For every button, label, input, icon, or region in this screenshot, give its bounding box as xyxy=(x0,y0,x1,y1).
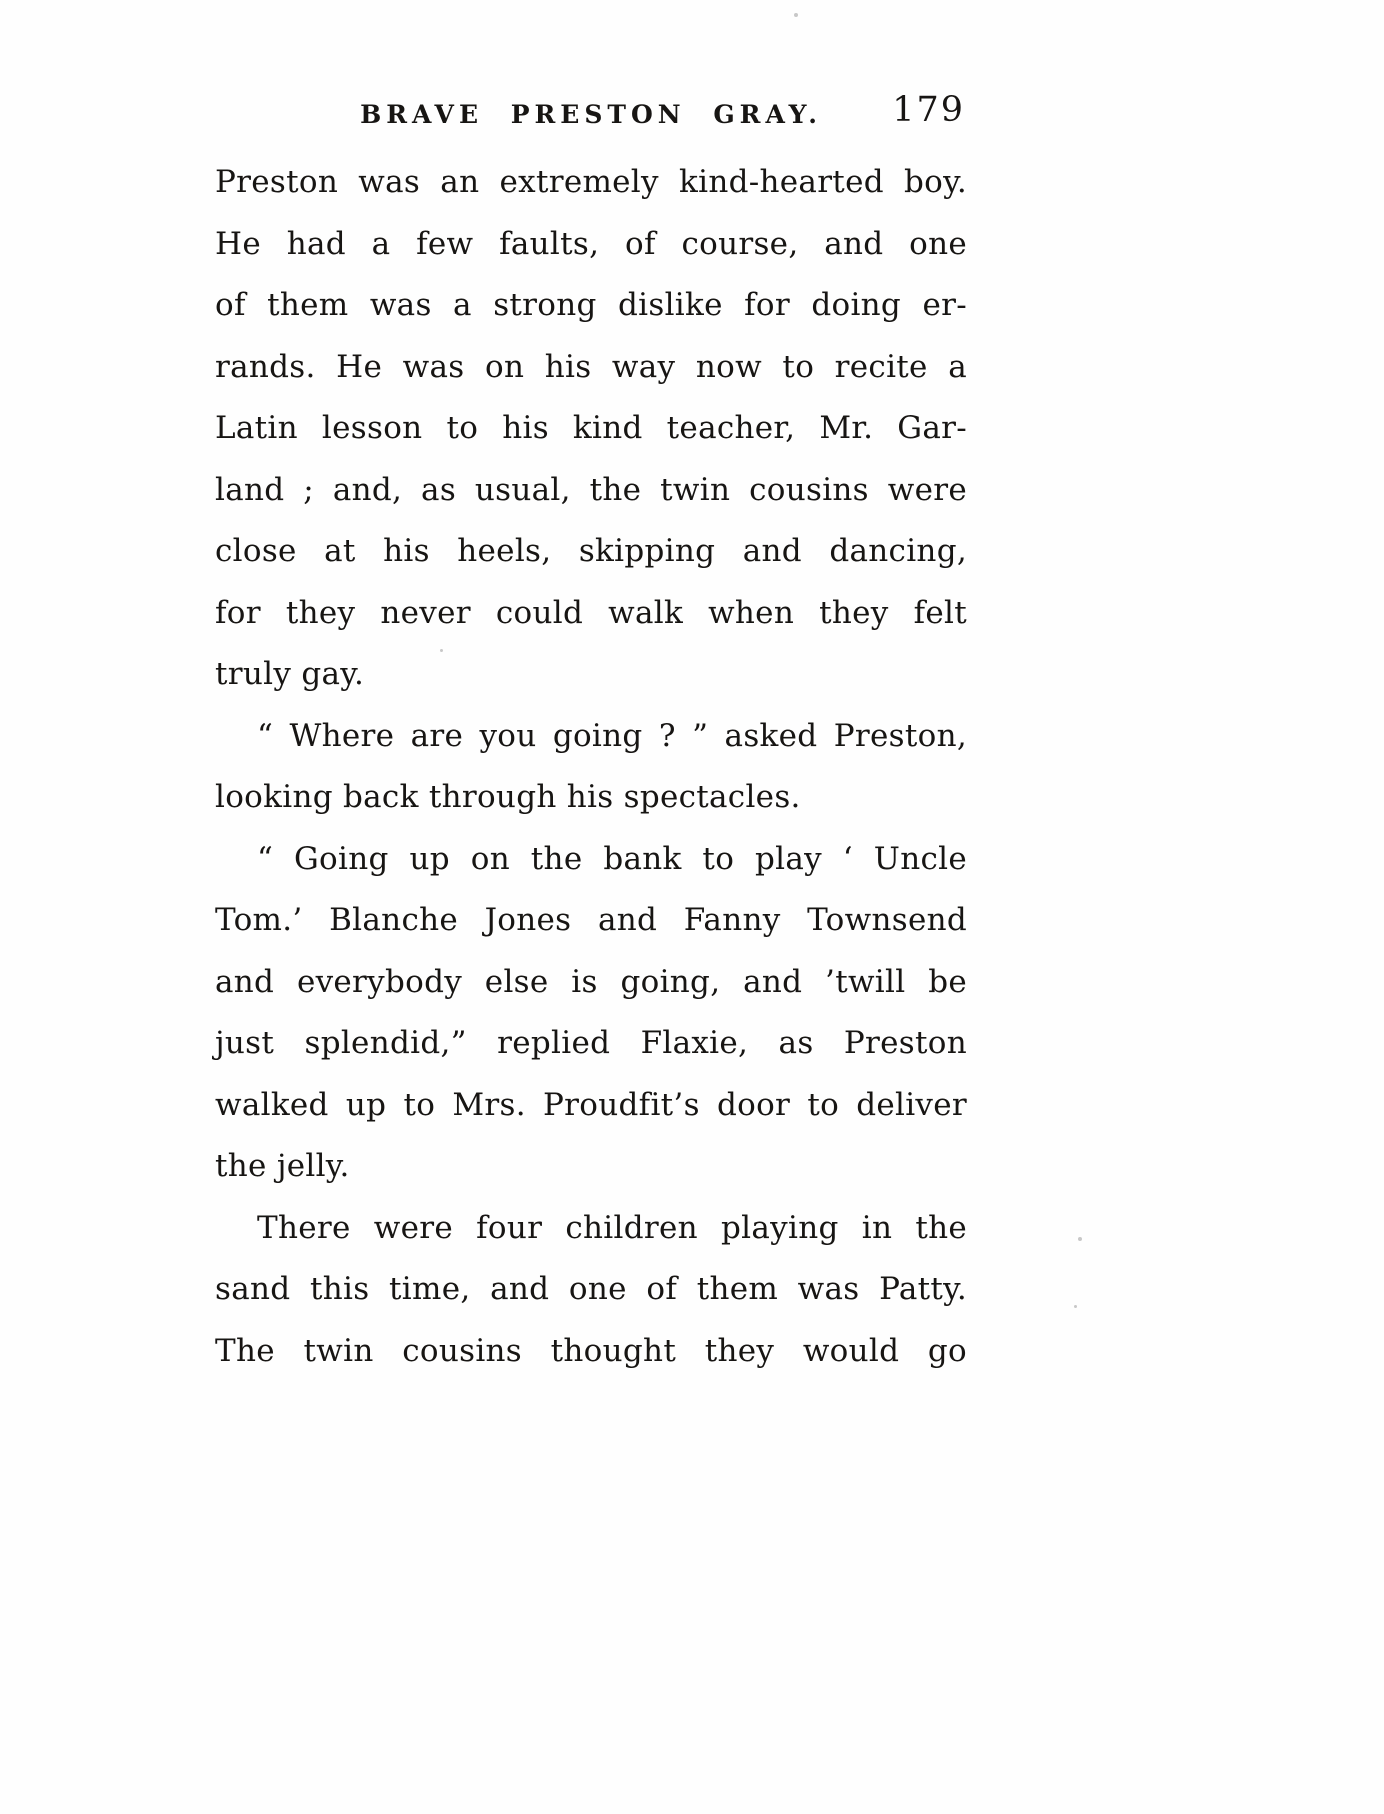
paragraph xyxy=(215,152,967,706)
scan-artifact xyxy=(794,13,798,17)
text-line: just splendid,” replied Flaxie, as Preston xyxy=(215,1025,967,1061)
text-line: the jelly. xyxy=(215,1148,350,1184)
text-block xyxy=(215,152,967,1382)
running-title: BRAVE PRESTON GRAY. xyxy=(360,100,822,129)
text-line: He had a few faults, of course, and one xyxy=(215,225,967,262)
paragraph xyxy=(215,1198,967,1383)
text-line: close at his heels, skipping and dancing, xyxy=(215,533,967,569)
text-line: walked up to Mrs. Proudfit’s door to deliver xyxy=(215,1086,967,1123)
paragraph xyxy=(215,706,967,829)
text-line: The twin cousins thought they would go xyxy=(215,1332,967,1369)
text-line: and everybody else is going, and ’twill be xyxy=(215,963,967,1000)
text-line: truly gay. xyxy=(215,656,365,692)
text-line: Latin lesson to his kind teacher, Mr. Gar- xyxy=(215,410,967,446)
text-line: Tom.’ Blanche Jones and Fanny Townsend xyxy=(215,902,967,938)
scan-artifact xyxy=(1078,1237,1082,1241)
scan-artifact xyxy=(440,649,443,652)
page-number: 179 xyxy=(892,90,965,130)
text-line: “ Where are you going ? ” asked Preston, xyxy=(257,717,967,754)
text-line: There were four children playing in the xyxy=(257,1209,967,1246)
paragraph xyxy=(215,829,967,1198)
text-line: Preston was an extremely kind-hearted boy. xyxy=(215,164,967,200)
text-line: looking back through his spectacles. xyxy=(215,779,801,815)
text-line: “ Going up on the bank to play ‘ Uncle xyxy=(257,840,967,877)
text-line: land ; and, as usual, the twin cousins were xyxy=(215,471,967,508)
text-line: sand this time, and one of them was Patty. xyxy=(215,1271,967,1307)
text-line: rands. He was on his way now to recite a xyxy=(215,348,967,385)
text-line: for they never could walk when they felt xyxy=(215,594,967,631)
page-header xyxy=(215,92,967,140)
scan-artifact xyxy=(1074,1305,1077,1308)
text-line: of them was a strong dislike for doing er- xyxy=(215,287,967,323)
